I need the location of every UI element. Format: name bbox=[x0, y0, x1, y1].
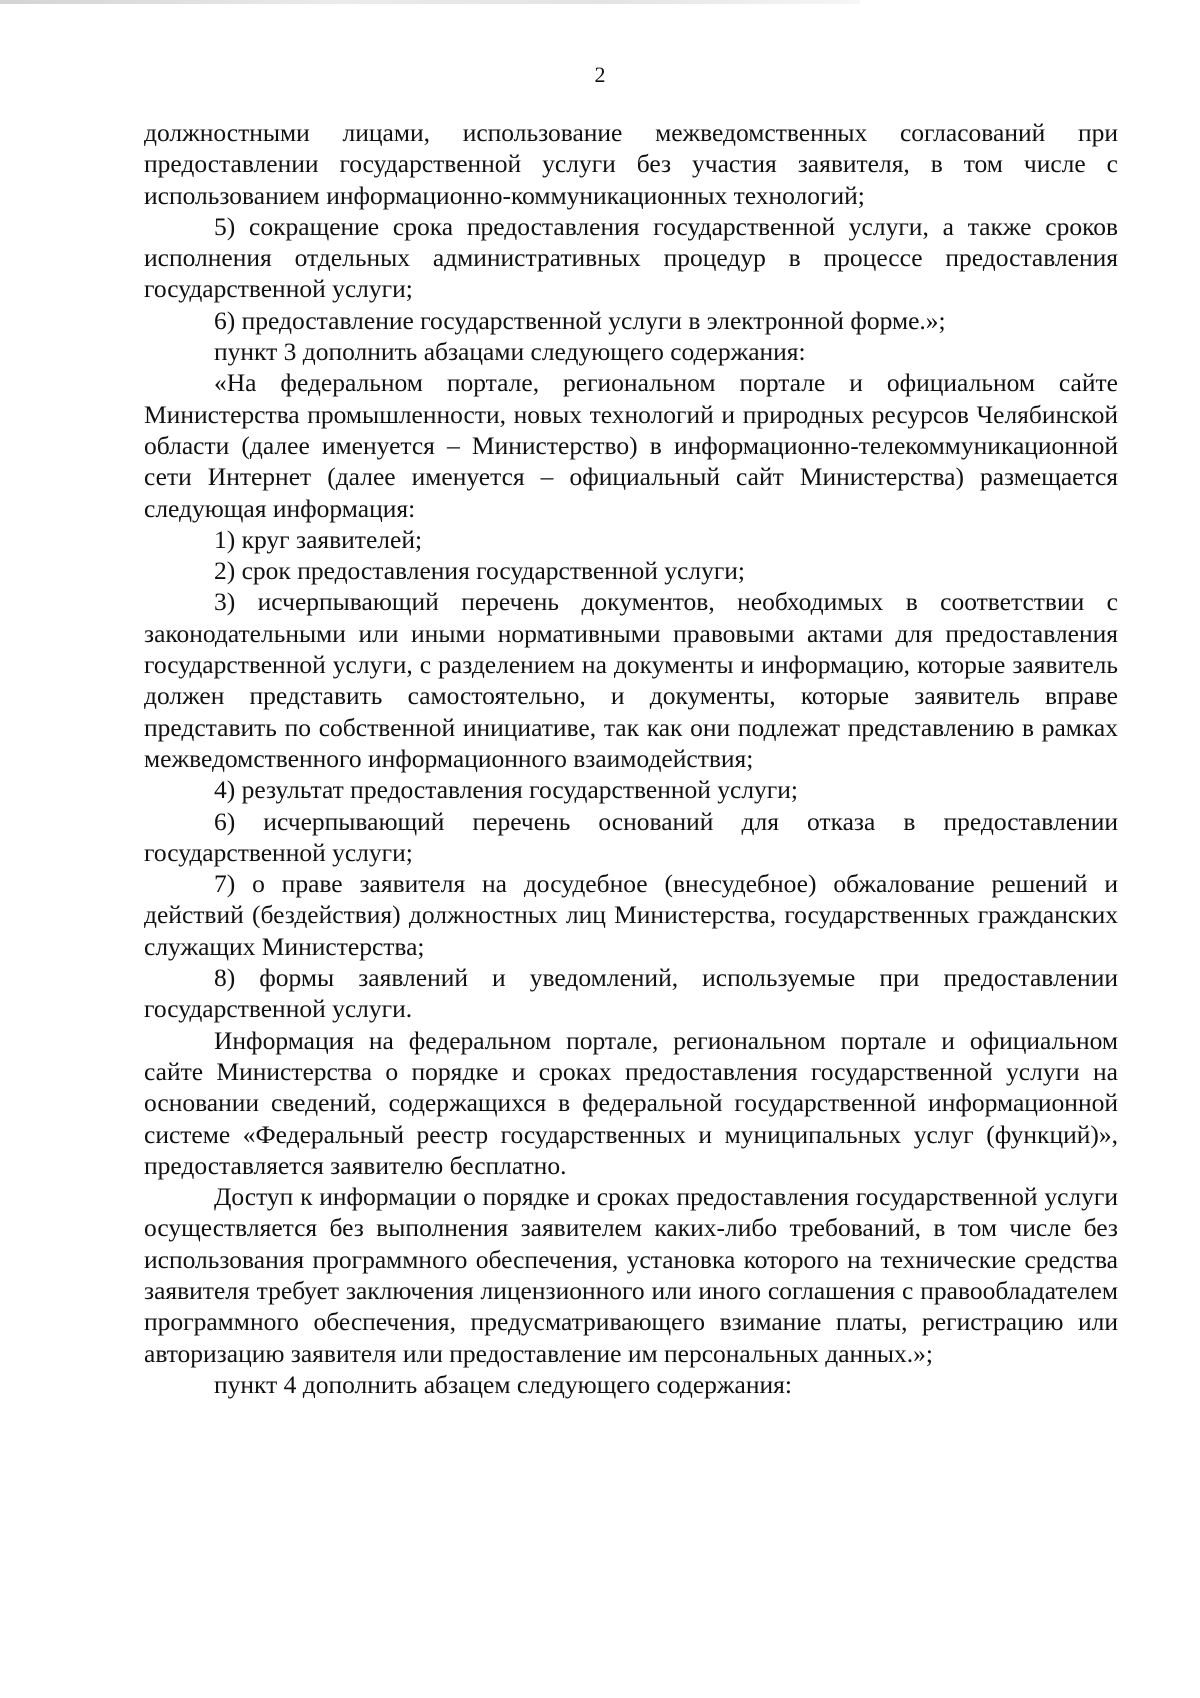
paragraph-information-free: Информация на федеральном портале, региональном портале и официальном сайте Министерства о порядке и сроках предоставления государственной услуги на основании сведений, содержащихся в федеральной государственной информационной системе «Федеральный реестр государственных и муниципальных услуг (функций)», предоставляется заявителю бесплатно. bbox=[144, 1025, 1118, 1180]
list-item-8: 8) формы заявлений и уведомлений, используемые при предоставлении государственной услуги. bbox=[144, 963, 1118, 1024]
paragraph-continuation: должностными лицами, использование межведомственных согласований при предоставлении государственной услуги без участия заявителя, в том числе с использованием информационно-коммуникационных технологий; bbox=[144, 118, 1118, 210]
list-item-2: 2) срок предоставления государственной услуги; bbox=[214, 556, 746, 586]
paragraph-amendment-point-3: пункт 3 дополнить абзацами следующего содержания: bbox=[214, 337, 806, 367]
list-item-1: 1) круг заявителей; bbox=[214, 524, 423, 554]
paragraph-item-5: 5) сокращение срока предоставления государственной услуги, а также сроков исполнения отдельных административных процедур в процессе предоставления государственной услуги; bbox=[144, 211, 1118, 304]
list-item-7: 7) о праве заявителя на досудебное (внесудебное) обжалование решений и действий (бездействия) должностных лиц Министерства, государственных гражданских служащих Министерства; bbox=[144, 869, 1118, 961]
paragraph-amendment-point-4: пункт 4 дополнить абзацем следующего содержания: bbox=[214, 1369, 792, 1399]
paragraph-quote-intro: «На федеральном портале, региональном портале и официальном сайте Министерства промышленности, новых технологий и природных ресурсов Челябинской области (далее именуется – Министерство) в информационно-телекоммуникационной сети Интернет (далее именуется – официальный сайт Министерства) размещается следующая информация: bbox=[144, 368, 1118, 523]
paragraph-access: Доступ к информации о порядке и сроках предоставления государственной услуги осуществляется без выполнения заявителем каких-либо требований, в том числе без использования программного обеспечения, установка которого на технические средства заявителя требует заключения лицензионного или иного соглашения с правообладателем программного обеспечения, предусматривающего взимание платы, регистрацию или авторизацию заявителя или предоставление им персональных данных.»; bbox=[144, 1182, 1118, 1368]
document-body bbox=[144, 117, 1118, 1400]
list-item-6: 6) исчерпывающий перечень оснований для отказа в предоставлении государственной услуги; bbox=[144, 806, 1118, 867]
list-item-3: 3) исчерпывающий перечень документов, необходимых в соответствии с законодательными или иными нормативными правовыми актами для предоставления государственной услуги, с разделением на документы и информацию, которые заявитель должен представить самостоятельно, и документы, которые заявитель вправе представить по собственной инициативе, так как они подлежат представлению в рамках межведомственного информационного взаимодействия; bbox=[144, 587, 1118, 773]
list-item-4: 4) результат предоставления государственной услуги; bbox=[214, 775, 798, 805]
paragraph-item-6: 6) предоставление государственной услуги в электронной форме.»; bbox=[214, 305, 946, 335]
page-number: 2 bbox=[594, 62, 606, 87]
scan-edge-artifact bbox=[0, 0, 860, 4]
